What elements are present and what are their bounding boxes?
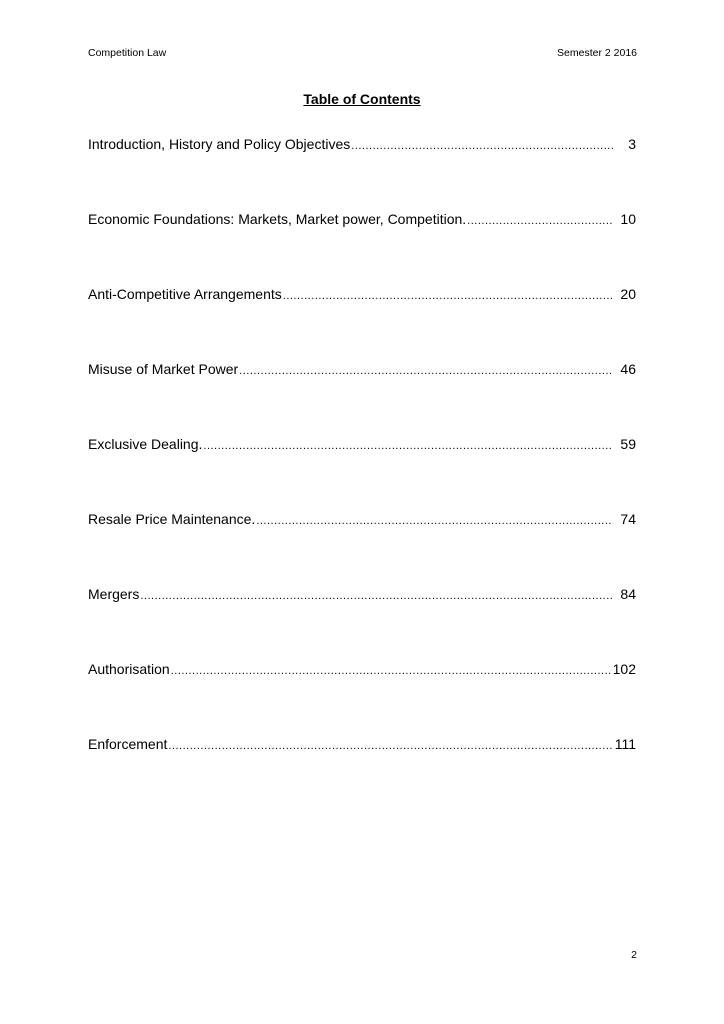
toc-entry-page: 46: [620, 361, 636, 377]
toc-entry-page: 10: [620, 211, 636, 227]
toc-leader-dots: [283, 284, 613, 302]
toc-entry-title: Introduction, History and Policy Objectives: [88, 136, 351, 152]
toc-leader-dots: [239, 359, 613, 377]
toc-entry-page: 59: [620, 436, 636, 452]
table-of-contents: [88, 134, 636, 809]
toc-entry[interactable]: [88, 659, 636, 734]
toc-entry-title: Enforcement: [88, 736, 168, 752]
toc-entry[interactable]: [88, 509, 636, 584]
toc-entry[interactable]: [88, 134, 636, 209]
toc-entry[interactable]: [88, 434, 636, 509]
toc-entry-page: 102: [612, 661, 636, 677]
toc-entry-page: 20: [620, 286, 636, 302]
toc-leader-dots: [256, 509, 613, 527]
toc-entry-title: Mergers: [88, 586, 140, 602]
toc-entry[interactable]: [88, 584, 636, 659]
toc-entry-title: Anti-Competitive Arrangements: [88, 286, 282, 302]
toc-entry-title: Economic Foundations: Markets, Market power, Competition.: [88, 211, 467, 227]
toc-leader-dots: [467, 209, 613, 227]
toc-entry[interactable]: [88, 359, 636, 434]
header-course-title: Competition Law: [88, 47, 167, 59]
toc-entry-page: 84: [620, 586, 636, 602]
toc-entry-page: 111: [614, 736, 636, 752]
toc-leader-dots: [171, 659, 612, 677]
toc-heading: Table of Contents: [303, 91, 421, 107]
page-header: [88, 46, 637, 60]
toc-entry-page: 74: [620, 511, 636, 527]
header-semester: Semester 2 2016: [557, 47, 637, 59]
toc-leader-dots: [351, 134, 613, 152]
toc-entry[interactable]: [88, 734, 636, 809]
toc-entry-title: Authorisation: [88, 661, 170, 677]
toc-leader-dots: [203, 434, 613, 452]
page-number: 2: [631, 949, 637, 961]
toc-leader-dots: [168, 734, 613, 752]
toc-entry-title: Exclusive Dealing.: [88, 436, 203, 452]
toc-entry-title: Resale Price Maintenance.: [88, 511, 256, 527]
toc-entry-title: Misuse of Market Power: [88, 361, 239, 377]
toc-entry-page: 3: [628, 136, 636, 152]
toc-entry[interactable]: [88, 284, 636, 359]
toc-entry[interactable]: [88, 209, 636, 284]
toc-leader-dots: [140, 584, 613, 602]
